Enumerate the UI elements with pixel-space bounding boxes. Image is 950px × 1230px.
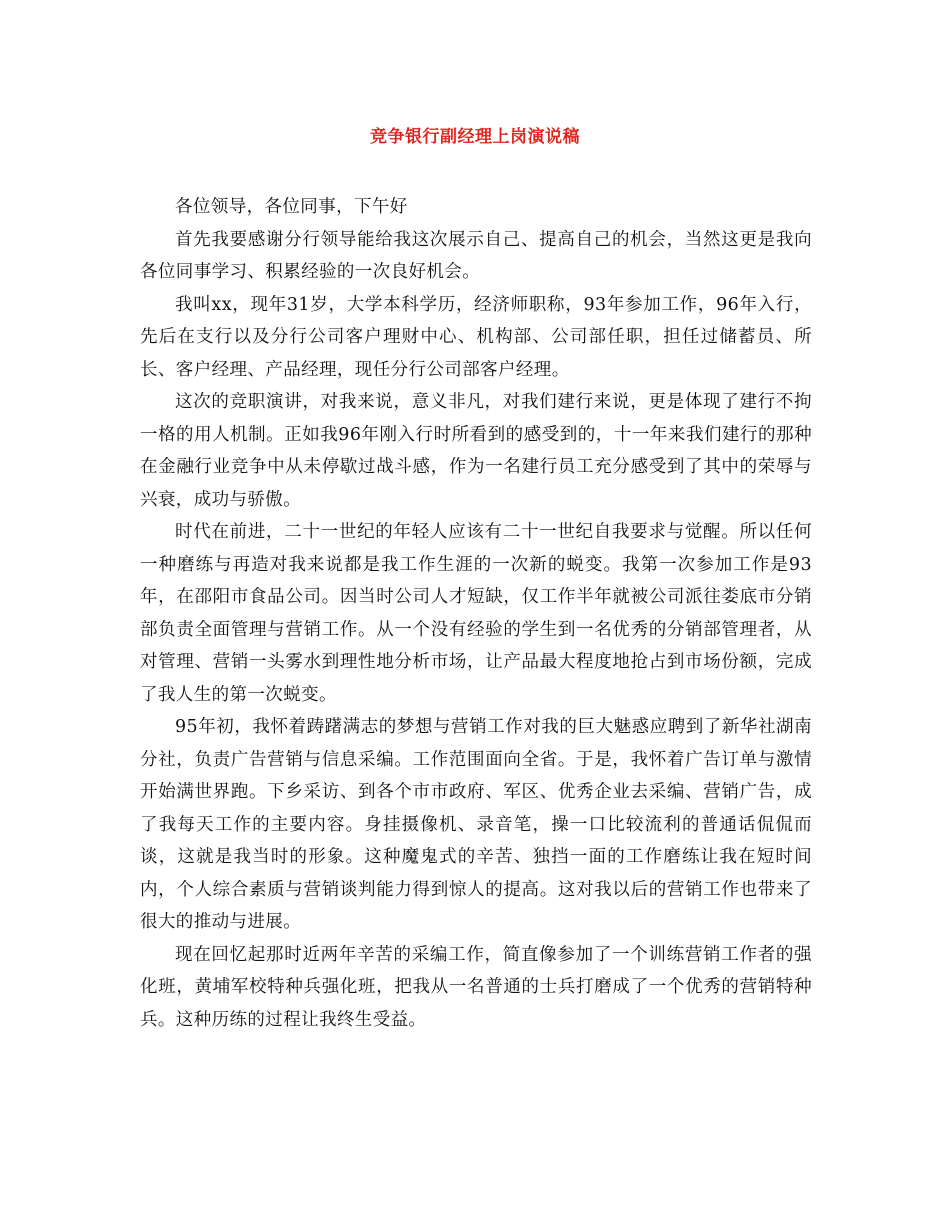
paragraph-thanks: 首先我要感谢分行领导能给我这次展示自己、提高自己的机会，当然这更是我向各位同事学习、积累经验的一次良好机会。 bbox=[140, 229, 812, 282]
paragraph-introduction: 我叫xx，现年31岁，大学本科学历，经济师职称，93年参加工作，96年入行，先后在支行以及分行公司客户理财中心、机构部、公司部任职，担任过储蓄员、所长、客户经理、产品经理，现任分行公司部客户经理。 bbox=[140, 294, 812, 380]
paragraph-xinhua-work: 95年初，我怀着踌躇满志的梦想与营销工作对我的巨大魅惑应聘到了新华社湖南分社，负责广告营销与信息采编。工作范围面向全省。于是，我怀着广告订单与激情开始满世界跑。下乡采访、到各个市市政府、军区、优秀企业去采编、营销广告，成了我每天工作的主要内容。身挂摄像机、录音笔，操一口比较流利的普通话侃侃而谈，这就是我当时的形象。这种魔鬼式的辛苦、独挡一面的工作磨练让我在短时间内，个人综合素质与营销谈判能力得到惊人的提高。这对我以后的营销工作也带来了很大的推动与进展。 bbox=[140, 717, 812, 932]
paragraph-significance: 这次的竞职演讲，对我来说，意义非凡，对我们建行来说，更是体现了建行不拘一格的用人机制。正如我96年刚入行时所看到的感受到的，十一年来我们建行的那种在金融行业竞争中从未停歇过战斗感，作为一名建行员工充分感受到了其中的荣辱与兴衰，成功与骄傲。 bbox=[140, 392, 812, 510]
paragraph-reflection: 现在回忆起那时近两年辛苦的采编工作，简直像参加了一个训练营销工作者的强化班，黄埔军校特种兵强化班，把我从一名普通的士兵打磨成了一个优秀的营销特种兵。这种历练的过程让我终生受益。 bbox=[140, 944, 812, 1030]
paragraph-greeting: 各位领导，各位同事，下午好 bbox=[175, 197, 408, 217]
document-body bbox=[140, 191, 812, 1036]
paragraph-first-job: 时代在前进，二十一世纪的年轻人应该有二十一世纪自我要求与觉醒。所以任何一种磨练与再造对我来说都是我工作生涯的一次新的蜕变。我第一次参加工作是93年，在邵阳市食品公司。因当时公司人才短缺，仅工作半年就被公司派往娄底市分销部负责全面管理与营销工作。从一个没有经验的学生到一名优秀的分销部管理者，从对管理、营销一头雾水到理性地分析市场，让产品最大程度地抢占到市场份额，完成了我人生的第一次蜕变。 bbox=[140, 522, 812, 705]
document-title: 竞争银行副经理上岗演说稿 bbox=[370, 127, 580, 147]
